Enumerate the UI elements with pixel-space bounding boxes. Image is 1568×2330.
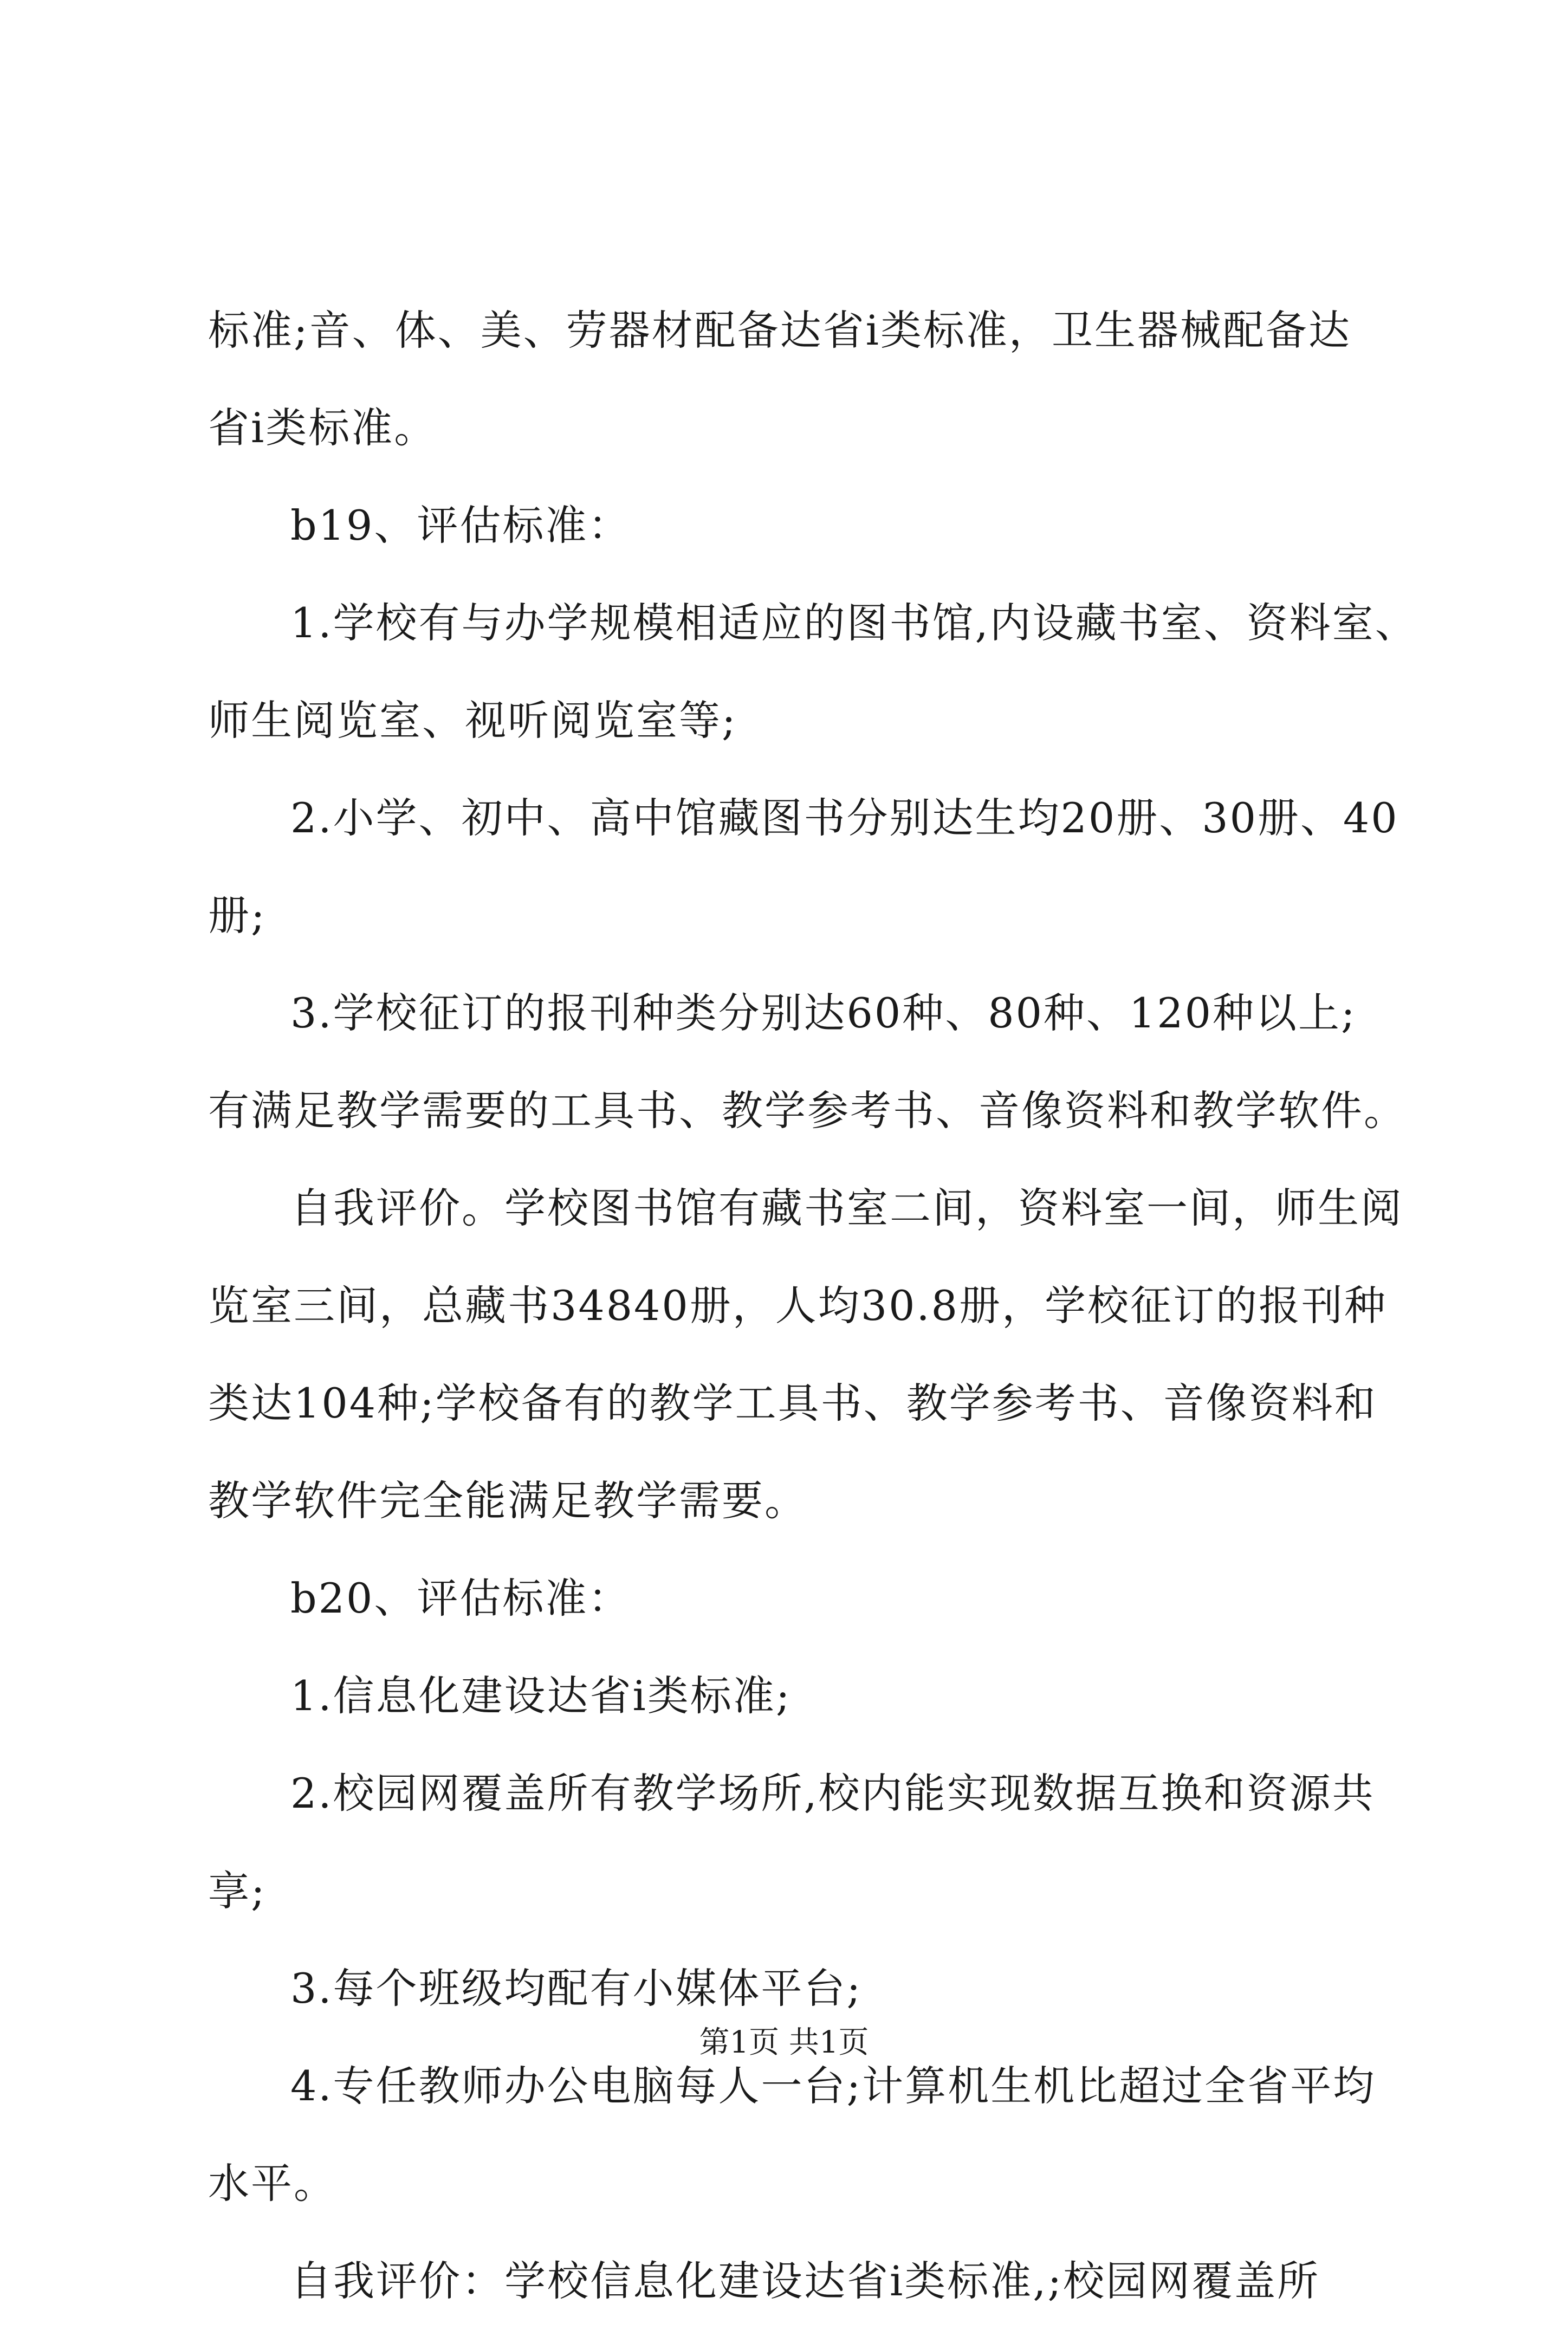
text-line: 1.学校有与办学规模相适应的图书馆,内设藏书室、资料室、	[290, 599, 1418, 647]
text-line: 师生阅览室、视听阅览室等;	[208, 696, 737, 745]
section-heading: b19、评估标准：	[290, 501, 631, 549]
text-line: 享;	[208, 1867, 267, 1915]
text-line: 3.学校征订的报刊种类分别达60种、80种、120种以上;	[290, 989, 1357, 1037]
text-line: 4.专任教师办公电脑每人一台;计算机生机比超过全省平均	[290, 2062, 1376, 2110]
text-line: 省ⅰ类标准。	[208, 404, 437, 452]
text-line: 览室三间，总藏书34840册，人均30.8册，学校征订的报刊种	[208, 1282, 1387, 1330]
text-line: 有满足教学需要的工具书、教学参考书、音像资料和教学软件。	[208, 1086, 1407, 1135]
text-line: 册;	[208, 891, 267, 940]
section-heading: b20、评估标准：	[290, 1574, 631, 1622]
page-number-footer: 第1页 共1页	[699, 2025, 869, 2060]
text-line: 自我评价。学校图书馆有藏书室二间，资料室一间，师生阅	[290, 1184, 1403, 1232]
text-line: 2.校园网覆盖所有教学场所,校内能实现数据互换和资源共	[290, 1769, 1375, 1817]
text-line: 3.每个班级均配有小媒体平台;	[290, 1964, 863, 2012]
text-line: 1.信息化建设达省ⅰ类标准;	[290, 1672, 792, 1720]
text-line: 水平。	[208, 2159, 336, 2208]
text-line: 类达104种;学校备有的教学工具书、教学参考书、音像资料和	[208, 1379, 1377, 1427]
text-line: 自我评价：学校信息化建设达省ⅰ类标准,;校园网覆盖所	[290, 2257, 1320, 2305]
text-line: 标准;音、体、美、劳器材配备达省ⅰ类标准，卫生器械配备达	[208, 306, 1351, 354]
text-line: 教学软件完全能满足教学需要。	[208, 1477, 807, 1525]
text-line: 2.小学、初中、高中馆藏图书分别达生均20册、30册、40	[290, 794, 1399, 842]
